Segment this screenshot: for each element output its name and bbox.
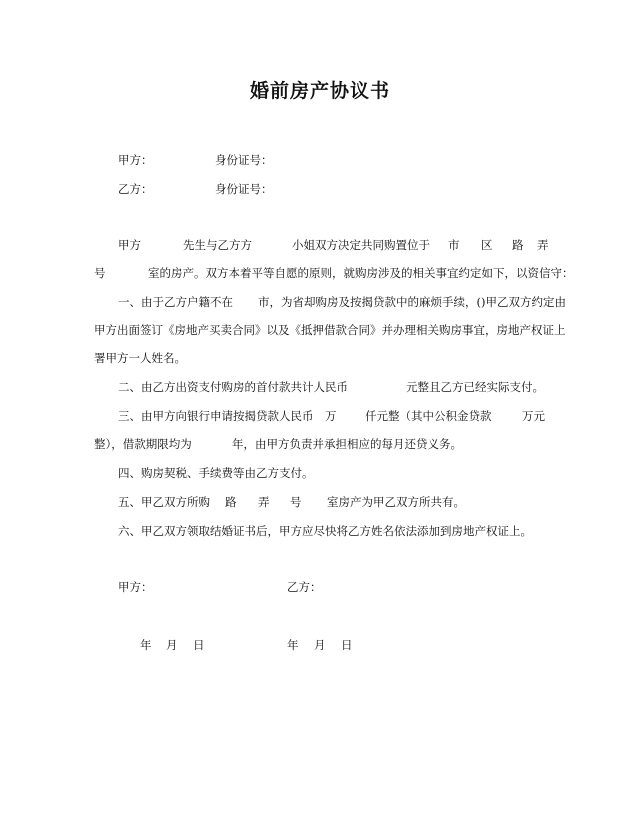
document-title: 婚前房产协议书 [249, 80, 390, 102]
date-month-a: 月 [166, 638, 178, 652]
intro-text: 区 [481, 238, 493, 252]
clause-5: 路 [225, 495, 237, 509]
clause-3: 万 [325, 409, 337, 423]
clause-3: 整），借款期限均为 [94, 437, 192, 451]
clause-1: 署甲方一人姓名。 [94, 351, 186, 365]
date-year-b: 年 [287, 638, 299, 652]
signature-party-a: 甲方： [118, 580, 153, 594]
clause-4: 四、购房契税、手续费等由乙方支付。 [118, 466, 314, 480]
party-b-id-label: 身份证号： [215, 182, 273, 196]
clause-1: 一、由于乙方户籍不在 [118, 295, 233, 309]
clause-5: 弄 [258, 495, 270, 509]
date-year-a: 年 [140, 638, 152, 652]
date-day-b: 日 [341, 638, 353, 652]
intro-text: 号 [94, 266, 106, 280]
clause-5: 五、甲乙双方所购 [118, 495, 210, 509]
clause-5: 号 [290, 495, 302, 509]
date-day-a: 日 [193, 638, 205, 652]
intro-text: 室的房产。双方本着平等自愿的原则，就购房涉及的相关事宜约定如下，以资信守： [148, 266, 574, 280]
intro-text: 小姐双方决定共同购置位于 [292, 238, 430, 252]
intro-text: 甲方 [118, 238, 141, 252]
clause-3: 仟元整（其中公积金贷款 [365, 409, 492, 423]
party-b-label: 乙方： [118, 182, 153, 196]
intro-text: 先生与乙方方 [183, 238, 252, 252]
clause-3: 年，由甲方负责并承担相应的每月还贷义务。 [232, 437, 462, 451]
party-a-id-label: 身份证号： [215, 153, 273, 167]
intro-text: 市 [448, 238, 460, 252]
clause-3: 三、由甲方向银行申请按揭贷款人民币 [118, 409, 314, 423]
clause-5: 室房产为甲乙双方所共有。 [327, 495, 465, 509]
intro-text: 弄 [537, 238, 549, 252]
clause-2: 二、由乙方出资支付购房的首付款共计人民币 [118, 380, 348, 394]
clause-1: 甲方出面签订《房地产买卖合同》以及《抵押借款合同》并办理相关购房事宜，房地产权证上 [94, 323, 566, 337]
clause-6: 六、甲乙双方领取结婚证书后，甲方应尽快将乙方姓名依法添加到房地产权证上。 [118, 524, 532, 538]
intro-text: 路 [512, 238, 524, 252]
signature-party-b: 乙方： [287, 580, 322, 594]
party-a-label: 甲方： [118, 153, 153, 167]
clause-3: 万元 [522, 409, 545, 423]
clause-1: 市，为省却购房及按揭贷款中的麻烦手续，()甲乙双方约定由 [258, 295, 566, 309]
date-month-b: 月 [314, 638, 326, 652]
clause-2: 元整且乙方已经实际支付。 [406, 380, 544, 394]
